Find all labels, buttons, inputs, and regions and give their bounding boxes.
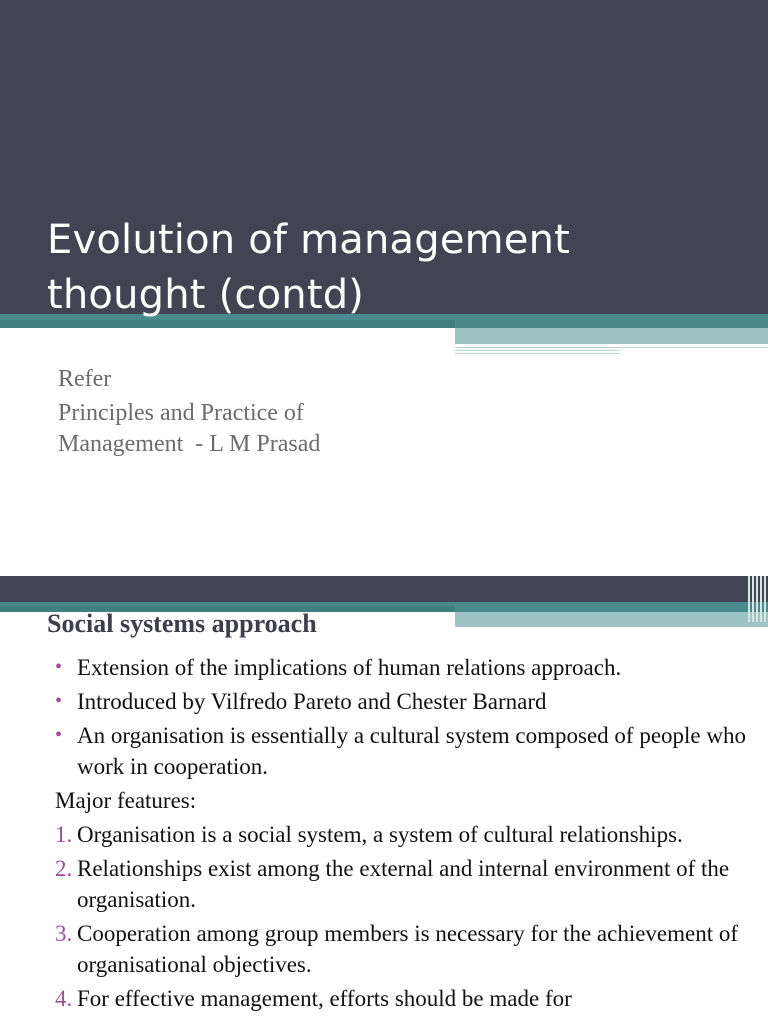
teal-light-band	[455, 328, 768, 344]
bullet-icon: •	[55, 690, 63, 712]
numbered-item	[55, 918, 755, 980]
teal-light-band	[455, 612, 768, 627]
numbered-item	[55, 983, 755, 1014]
corner-stripes	[746, 576, 768, 622]
slide-heading: Social systems approach	[47, 609, 317, 638]
item-number: 4.	[55, 986, 73, 1011]
bullet-text: Introduced by Vilfredo Pareto and Chester Barnard	[77, 689, 547, 714]
item-text: For effective management, efforts should be made for	[77, 986, 572, 1011]
decor-line	[455, 353, 620, 354]
title-line: Evolution of management	[47, 217, 571, 263]
header-band	[0, 576, 768, 602]
subtitle-line: Refer	[58, 366, 112, 392]
subtitle-line: Management - L M Prasad	[58, 431, 321, 457]
item-number: 3.	[55, 921, 73, 946]
subtitle-reference	[58, 398, 658, 460]
item-number: 1.	[55, 822, 73, 847]
subtitle-line: Principles and Practice of	[58, 400, 304, 426]
item-number: 2.	[55, 856, 73, 881]
numbered-item	[55, 819, 755, 850]
bullet-icon: •	[55, 724, 63, 746]
numbered-item	[55, 853, 755, 915]
content-slide	[0, 576, 768, 1024]
major-features-label: Major features:	[55, 788, 197, 813]
bullet-icon: •	[55, 656, 63, 678]
slide-subtitle	[58, 364, 658, 463]
item-text: Relationships exist among the external and internal environment of the organisation.	[77, 856, 730, 912]
list-item	[55, 720, 755, 782]
bullet-text: An organisation is essentially a cultural system composed of people who work in cooperation.	[77, 723, 746, 779]
slide-title	[47, 213, 747, 323]
item-text: Cooperation among group members is necessary for the achievement of organisational objectives.	[77, 921, 739, 977]
slide-body	[55, 652, 755, 1017]
decor-line	[455, 350, 620, 351]
list-item	[55, 686, 755, 717]
decor-line	[455, 347, 768, 348]
title-line: thought (contd)	[47, 272, 365, 318]
bullet-text: Extension of the implications of human relations approach.	[77, 655, 622, 680]
list-item	[55, 652, 755, 683]
item-text: Organisation is a social system, a system of cultural relationships.	[77, 822, 683, 847]
